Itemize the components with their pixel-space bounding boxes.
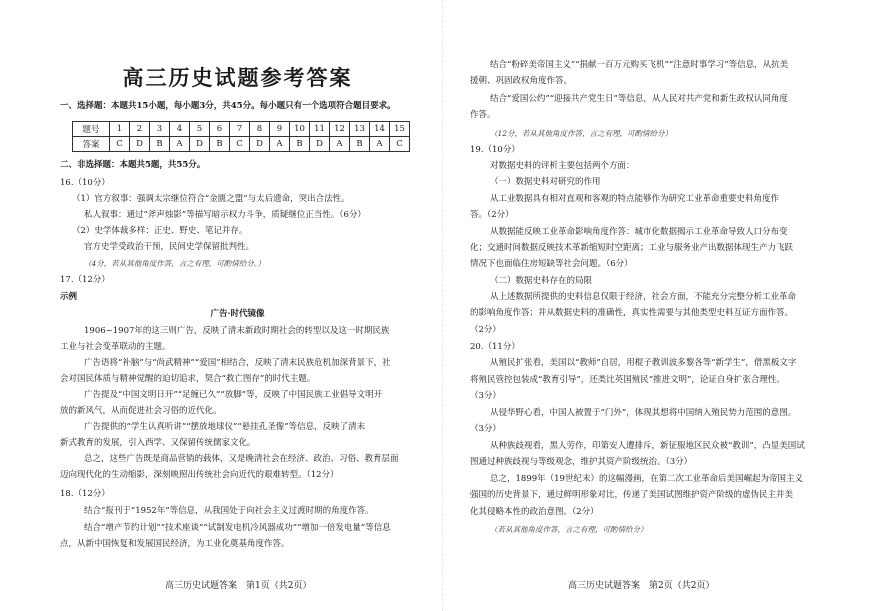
example-label: 示例 (60, 292, 78, 302)
answer-line: 从工业数据具有相对直观和客观的特点能够作为研究工业革命重要史料角度作 (490, 194, 780, 204)
answer-line: （3分） (470, 424, 501, 434)
table-cell: 7 (230, 122, 250, 137)
essay-title: 广告·时代镜像 (210, 309, 265, 319)
essay-line: 1906~1907年的这三则广告，反映了清末新政时期社会的转型以及这一时期民族 (84, 326, 390, 336)
table-cell: 14 (370, 122, 390, 137)
page-footer: 高三历史试题答案 第2页（共2页） (568, 581, 715, 591)
table-header-cell: 答案 (73, 137, 110, 152)
table-cell: 12 (330, 122, 350, 137)
answer-line: 结合“增产节约计划”“技术座谈”“试制发电机冷风器成功”“增加一倍发电量”等信息 (84, 523, 391, 533)
table-cell: 8 (250, 122, 270, 137)
answer-line: 的影响角度作答；并从数据史料的准确性，真实性需要与其他类型史料互证方面作答。 (470, 308, 794, 318)
answer-line: 化其侵略本性的政治意图。（2分） (470, 507, 599, 517)
essay-line: 工业与社会变革联动的主题。 (60, 342, 171, 352)
grading-note: （12分，若从其他角度作答，言之有理，可酌情给分） (490, 129, 673, 138)
table-cell: C (390, 137, 410, 152)
table-cell: C (110, 137, 130, 152)
table-cell: A (330, 137, 350, 152)
table-cell: B (210, 137, 230, 152)
subsection-heading: （一）数据史料对研究的作用 (490, 177, 601, 187)
table-cell: D (190, 137, 210, 152)
table-cell: 10 (290, 122, 310, 137)
table-row (73, 122, 410, 137)
table-cell: 3 (150, 122, 170, 137)
table-cell: 15 (390, 122, 410, 137)
essay-line: 新式教育的发展，引入西学、又保留传统儒家文化。 (60, 438, 256, 448)
table-cell: A (270, 137, 290, 152)
table-cell: 9 (270, 122, 290, 137)
essay-line: 放的新风气，从而促进社会习俗的近代化。 (60, 406, 222, 416)
section-choice-heading: 一、选择题：本题共15小题，每小题3分，共45分。每小题只有一个选项符合题目要求。 (60, 101, 396, 111)
table-cell: A (170, 137, 190, 152)
answer-line: （1）官方叙事：强调太宗继位符合“金匮之盟”与太后遗命，突出合法性。 (72, 194, 350, 204)
question-19-heading: 19.（10分） (470, 145, 520, 155)
essay-line: 广告语将“补脑”与“尚武精神”“爱国”相结合，反映了清末民族危机加深背景下，社 (84, 358, 391, 368)
answer-line: 从数据能反映工业革命影响角度作答：城市化数据揭示工业革命导致人口分布变 (490, 227, 788, 237)
answer-line: 官方史学受政治干预，民间史学保留批判性。 (84, 242, 255, 252)
table-cell: 13 (350, 122, 370, 137)
answer-line: 化；交通时间数据反映技术革新缩短时空距离；工业与服务业产出数据体现生产力飞跃 (470, 243, 794, 253)
answer-line: 援朝、巩固政权角度作答。 (470, 76, 573, 86)
table-cell: D (310, 137, 330, 152)
table-cell: 6 (210, 122, 230, 137)
answer-line: （2分） (470, 325, 501, 335)
answer-line: 私人叙事：通过“斧声烛影”等描写暗示权力斗争，质疑继位正当性。（6分） (84, 210, 366, 220)
table-row (73, 137, 410, 152)
answer-line: （3分） (470, 391, 501, 401)
table-header-cell: 题号 (73, 122, 110, 137)
page-footer: 高三历史试题答案 第1页（共2页） (165, 581, 312, 591)
table-cell: 5 (190, 122, 210, 137)
essay-line: 会对国民体质与精神觉醒的迫切追求，契合“救亡图存”的时代主题。 (60, 374, 316, 384)
subsection-heading: （二）数据史料存在的局限 (490, 276, 593, 286)
answer-line: 从上述数据所提供的史料信息仅限于经济，社会方面，不能充分完整分析工业革命 (490, 292, 797, 302)
page-title: 高三历史试题参考答案 (122, 65, 353, 90)
answer-line: 结合“爱国公约”“迎接共产党生日”等信息，从人民对共产党和新生政权认同角度 (490, 94, 788, 104)
answer-line: 图通过种族歧视与等级观念，维护其资产阶级统治。（3分） (470, 457, 693, 467)
table-cell: B (150, 137, 170, 152)
page-fold-line (442, 0, 443, 611)
table-cell: C (230, 137, 250, 152)
table-cell: 4 (170, 122, 190, 137)
answer-line: 点，从新中国恢复和发展国民经济，为工业化奠基角度作答。 (60, 539, 290, 549)
answer-table (72, 121, 410, 152)
right-page (470, 0, 830, 611)
essay-line: 总之，这些广告既是商品营销的载体，又是晚清社会在经济、政治、习俗、教育层面 (84, 454, 399, 464)
answer-line: 从殖民扩张看，美国以“教师”自居，用棍子教训波多黎各等“新学生”，借黑板文字 (490, 358, 797, 368)
table-cell: B (290, 137, 310, 152)
table-cell: D (250, 137, 270, 152)
table-cell: B (350, 137, 370, 152)
answer-line: 结合“粉碎美帝国主义”“捐献一百万元购买飞机”“注意时事学习”等信息，从抗美 (490, 60, 789, 70)
answer-line: （2）史学体裁多样：正史、野史、笔记并存。 (72, 226, 248, 236)
grading-note: （4分，若从其他角度作答，言之有理，可酌情给分。） (84, 259, 266, 268)
answer-line: 对数据史料的评析主要包括两个方面： (490, 161, 635, 171)
question-20-heading: 20.（11分） (470, 342, 520, 352)
essay-line: 广告提及“中国文明日开”“足缠已久”“放脚”等，反映了中国民族工业倡导文明开 (84, 390, 383, 400)
answer-line: 强国的历史背景下，通过鲜明形象对比，传递了美国试图维护资产阶级的虚伪民主并美 (470, 490, 794, 500)
answer-line: 总之，1899年（19世纪末）的这幅漫画，在第二次工业革命后美国崛起为帝国主义 (490, 474, 803, 484)
grading-note: （若从其他角度作答，言之有理，可酌情给分） (490, 525, 648, 534)
table-cell: D (130, 137, 150, 152)
essay-line: 广告提供的“学生认真听讲”“摆放地球仪”“悬挂孔圣像”等信息，反映了清末 (84, 422, 366, 432)
answer-line: 情况下也面临住房短缺等社会问题。（6分） (470, 259, 633, 269)
question-17-heading: 17.（12分） (60, 275, 110, 285)
answer-line: 作答。 (470, 110, 496, 120)
essay-line: 迈向现代化的生动缩影，深刻映照出传统社会向近代的艰难转型。（12分） (60, 470, 339, 480)
answer-line: 从侵华野心看，中国人被置于“门外”，体现其想将中国纳入殖民势力范围的意图。 (490, 408, 797, 418)
answer-line: 从种族歧视看，黑人劳作，印第安人遭排斥，新征服地区民众被“教训”，凸显美国试 (490, 441, 805, 451)
answer-line: 结合“报刊于“1952年”等信息，从我国处于向社会主义过渡时期的角度作答。 (84, 506, 374, 516)
answer-line: 答。（2分） (470, 210, 514, 220)
left-page (60, 0, 415, 611)
table-cell: 2 (130, 122, 150, 137)
section-nonchoice-heading: 二、非选择题：本题共5题，共55分。 (60, 160, 206, 170)
table-cell: A (370, 137, 390, 152)
table-cell: 1 (110, 122, 130, 137)
answer-line: 将殖民管控包装成“教育引导”，还类比英国殖民“推进文明”，论证自身扩张合理性。 (470, 375, 785, 385)
question-16-heading: 16.（10分） (60, 178, 110, 188)
table-cell: 11 (310, 122, 330, 137)
question-18-heading: 18.（12分） (60, 489, 110, 499)
